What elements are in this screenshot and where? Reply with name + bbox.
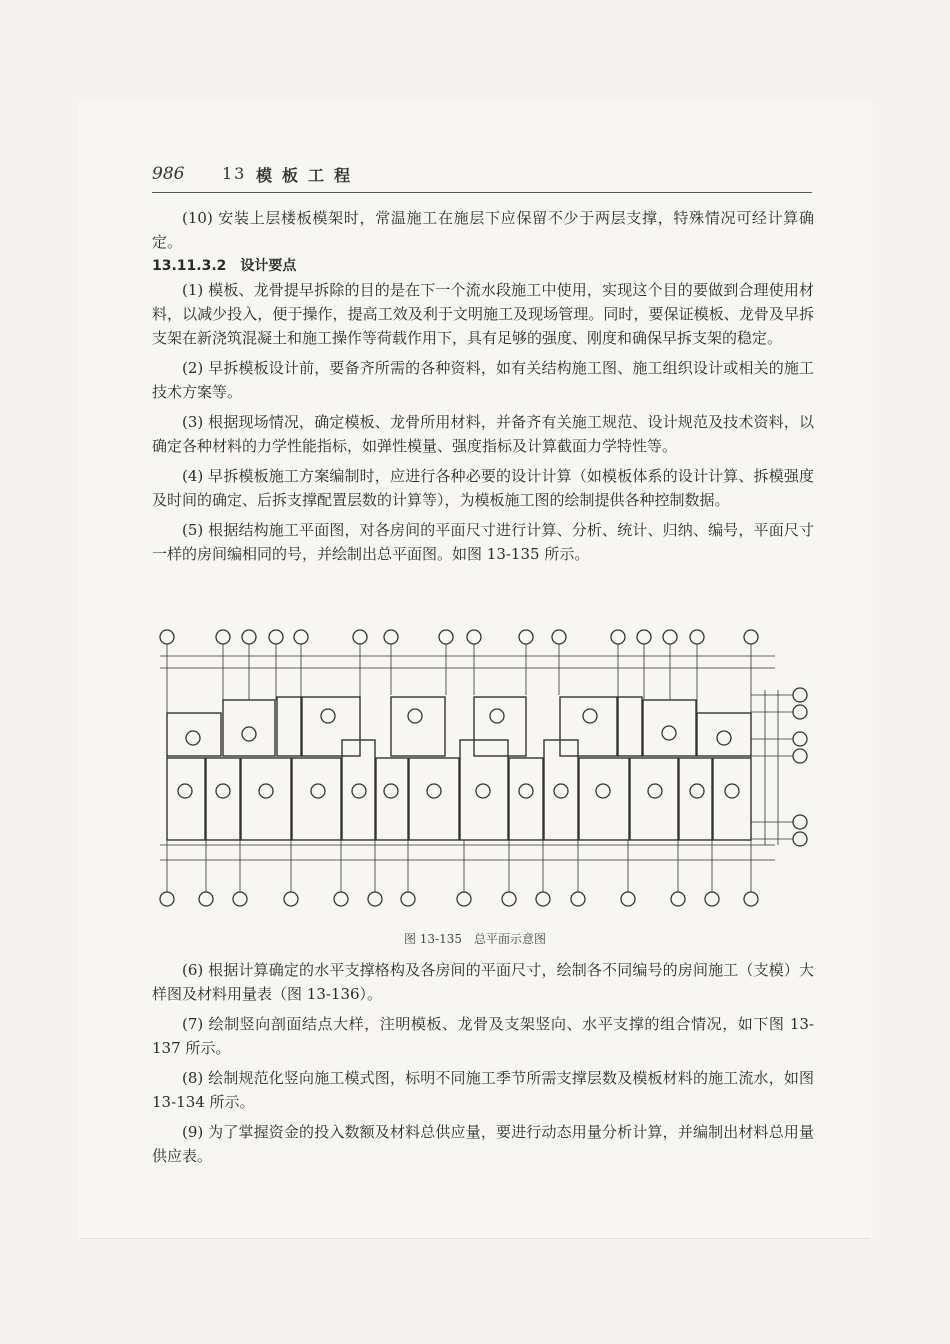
bottom-axis-circles	[160, 892, 758, 906]
paragraph-2: (2) 早拆模板设计前，要备齐所需的各种资料，如有关结构施工图、施工组织设计或相关的施工技术方案等。	[152, 359, 814, 401]
paragraph-3: (3) 根据现场情况，确定模板、龙骨所用材料，并备齐有关施工规范、设计规范及技术资料，以确定各种材料的力学性能指标，如弹性模量、强度指标及计算截面力学特性等。	[152, 413, 814, 455]
paragraph-5: (5) 根据结构施工平面图，对各房间的平面尺寸进行计算、分析、统计、归纳、编号，平面尺寸一样的房间编相同的号，并绘制出总平面图。如图 13-135 所示。	[152, 521, 814, 563]
chapter-title: 模板工程	[256, 166, 361, 185]
section-heading: 13.11.3.2 设计要点	[152, 258, 297, 274]
figure-caption: 图 13-135 总平面示意图	[403, 932, 547, 946]
paragraph-1: (1) 模板、龙骨提早拆除的目的是在下一个流水段施工中使用，实现这个目的要做到合理使用材料，以减少投入，便于操作，提高工效及利于文明施工及现场管理。同时，要保证模板、龙骨及早拆支架在新浇筑混凝土和施工操作等荷载作用下，具有足够的强度、刚度和确保早拆支架的稳定。	[152, 281, 814, 347]
top-axis-circles	[160, 630, 758, 644]
paragraph-4: (4) 早拆模板施工方案编制时，应进行各种必要的设计计算（如模板体系的设计计算、拆模强度及时间的确定、后拆支撑配置层数的计算等），为模板施工图的绘制提供各种控制数据。	[152, 467, 814, 509]
paragraph-6: (6) 根据计算确定的水平支撑格构及各房间的平面尺寸，绘制各不同编号的房间施工（支模）大样图及材料用量表（图 13-136）。	[152, 961, 814, 1003]
room-outlines	[167, 697, 751, 840]
page-number: 986	[152, 164, 185, 184]
grid-lines	[160, 644, 793, 892]
text-block-bottom	[152, 958, 814, 1168]
paragraph-7: (7) 绘制竖向剖面结点大样，注明模板、龙骨及支架竖向、水平支撑的组合情况，如下图 13-137 所示。	[152, 1015, 814, 1057]
paragraph-8: (8) 绘制规范化竖向施工模式图，标明不同施工季节所需支撑层数及模板材料的施工流水，如图 13-134 所示。	[152, 1069, 814, 1111]
page-bottom-edge	[80, 1238, 870, 1239]
right-axis-circles	[793, 688, 807, 846]
paragraph-9: (9) 为了掌握资金的投入数额及材料总供应量，要进行动态用量分析计算，并编制出材料总用量供应表。	[152, 1123, 814, 1165]
paragraph-10: (10) 安装上层楼板模架时，常温施工在施层下应保留不少于两层支撑，特殊情况可经计算确定。	[152, 209, 814, 251]
chapter-number: 13	[222, 164, 247, 183]
